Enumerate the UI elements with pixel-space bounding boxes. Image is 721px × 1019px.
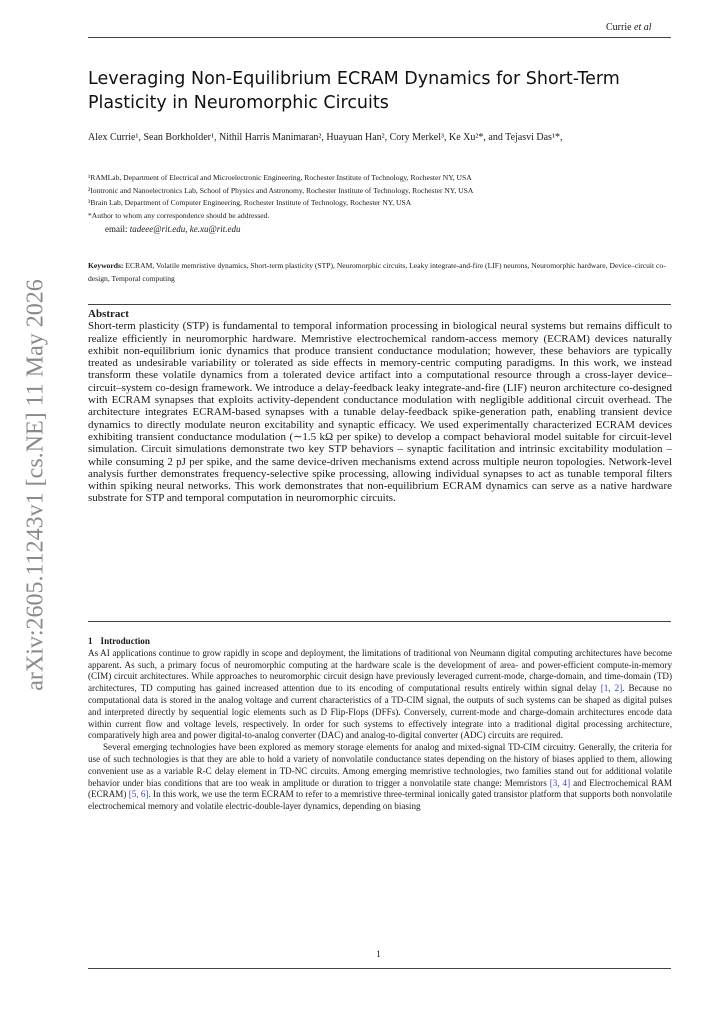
intro-paragraph-1	[88, 648, 672, 742]
abstract-top-rule	[88, 304, 671, 305]
arxiv-stamp-text: arXiv:2605.11243v1 [cs.NE] 11 May 2026	[22, 279, 49, 691]
introduction-section	[88, 636, 672, 813]
citation-link[interactable]: [5, 6]	[128, 789, 149, 800]
page-number: 1	[376, 950, 381, 960]
affiliation-1: ¹RAMLab, Department of Electrical and Microelectronic Engineering, Rochester Institute of Technology, Rochester NY, USA	[88, 173, 472, 182]
affiliation-2: ²Iontronic and Nanoelectronics Lab, School of Physics and Astronomy, Rochester Institute of Technology, Rochester NY, USA	[88, 185, 474, 195]
intro-paragraph-2	[88, 742, 672, 813]
text-run: . Because no computational data is stored in the analog voltage and current characteristics of a TD-CIM signal, the outputs of such systems can be shaped as digital pulses and interpreted directly by sequential logic elements such as D Flip-Flops (DFFs). Conversely, current-mode and charge-domain architectures encode data within current flow and voltage levels, respectively. In order for such systems to effectively integrate into a traditional digital processing architecture, comparatively high area and power digital-to-analog converter (DAC) and analog-to-digital converter (ADC) circuits are required.	[88, 683, 672, 741]
section-heading	[88, 636, 672, 648]
arxiv-stamp	[22, 279, 49, 691]
paper-title: Leveraging Non-Equilibrium ECRAM Dynamics for Short-Term Plasticity in Neuromorphic Circuits	[88, 69, 620, 113]
abstract-body: Short-term plasticity (STP) is fundamental to temporal information processing in biological neural systems but remains difficult to realize efficiently in neuromorphic hardware. Memristive electrochemical random-access memory (ECRAM) devices naturally exhibit non-equilibrium ionic dynamics that produce transient conductance modulation; however, these behaviors are typically treated as undesirable variability or tolerated as side effects in memory-centric computing paradigms. In this work, we instead transform these volatile dynamics from a tolerated device artifact into a computational resource through a cross-layer device–circuit–system co-design framework. We introduce a delay-feedback leaky integrate-and-fire (LIF) neuron architecture co-designed with ECRAM synapses that exploits activity-dependent conductance modulation with negligible additional circuit overhead. The architecture integrates ECRAM-based synapses with a tunable delay-feedback spike-generation path, enabling transient device dynamics to directly modulate neuron excitability and synaptic efficacy. We used experimentally characterized ECRAM devices exhibiting transient conductance modulation (∼1.5 kΩ per spike) to develop a compact behavioral model suitable for circuit-level simulation. Circuit simulations demonstrate two key STP behaviors – synaptic facilitation and intrinsic excitability modulation – while consuming 2 pJ per spike, and the same device-driven mechanisms extend across multiple neuron topologies. Network-level analysis further demonstrates frequency-selective spike processing, allowing individual synapses to act as tunable temporal filters within spiking neural networks. This work demonstrates that non-equilibrium ECRAM dynamics can serve as a native hardware substrate for STP and temporal computation in neuromorphic circuits.	[88, 320, 672, 505]
citation-link[interactable]: [3, 4]	[549, 777, 571, 788]
running-head-author: Currie	[606, 22, 632, 33]
header-rule	[88, 37, 671, 38]
abstract-heading: Abstract	[88, 308, 129, 320]
abstract-bottom-rule	[88, 621, 671, 622]
keywords-text: ECRAM, Volatile memristive dynamics, Short-term plasticity (STP), Neuromorphic circuits, Leaky integrate-and-fire (LIF) neurons, Neuromorphic hardware, Device–circuit co-design, Temporal computing	[88, 261, 666, 283]
text-run: and Electrochemical RAM (ECRAM)	[88, 777, 672, 800]
email-addresses[interactable]: tadeee@rit.edu, ke.xu@rit.edu	[129, 223, 241, 234]
text-run: As AI applications continue to grow rapidly in scope and deployment, the limitations of traditional von Neumann digital computing architectures have become apparent. As such, a primary focus of neuromorphic computing at the hardware scale is the development of area- and power-efficient compute-in-memory (CIM) circuit architectures. While approaches to neuromorphic circuit design have previously leveraged current-mode, charge-domain, and time-domain (TD) architectures, TD computing has gained increased attention due to its encoding of computational results entirely within signal delay	[88, 647, 672, 694]
citation-link[interactable]: [1, 2]	[600, 683, 623, 694]
keywords-label: Keywords:	[88, 261, 124, 270]
email-label: email:	[105, 223, 128, 234]
abstract	[88, 308, 672, 505]
section-number: 1	[88, 636, 93, 646]
keywords	[88, 260, 672, 285]
running-head	[606, 22, 652, 33]
affiliation-3: ³Brain Lab, Department of Computer Engineering, Rochester Institute of Technology, Rochester NY, USA	[88, 198, 412, 208]
section-title: Introduction	[100, 636, 150, 646]
text-run: . In this work, we use the term ECRAM to refer to a memristive three-terminal ionically gated transistor platform that supports both nonvolatile electrochemical memory and volatile electric-double-layer dynamics, depending on biasing	[88, 789, 672, 812]
email-line	[88, 223, 672, 236]
running-head-etal: et al	[634, 22, 652, 33]
correspondence-note: *Author to whom any correspondence should be addressed.	[88, 211, 270, 221]
text-run: Several emerging technologies have been explored as memory storage elements for analog and mixed-signal TD-CIM circuitry. Generally, the criteria for use of such technologies is that they are able to hold a variety of nonvolatile conductance states depending on the history of biases applied to them, allowing convenient use as a variable R-C delay element in TD-NC circuits. Among emerging memristive technologies, two families stand out for additional volatile behavior under bias conditions that are too weak in amplitude or duration to trigger a nonvolatile state change: Memristors	[88, 742, 672, 788]
author-list: Alex Currie¹, Sean Borkholder¹, Nithil Harris Manimaran², Huayuan Han², Cory Merkel³, Ke Xu²*, and Tejasvi Das¹*,	[88, 132, 563, 143]
affiliations	[88, 172, 672, 236]
footer-rule	[88, 968, 671, 969]
